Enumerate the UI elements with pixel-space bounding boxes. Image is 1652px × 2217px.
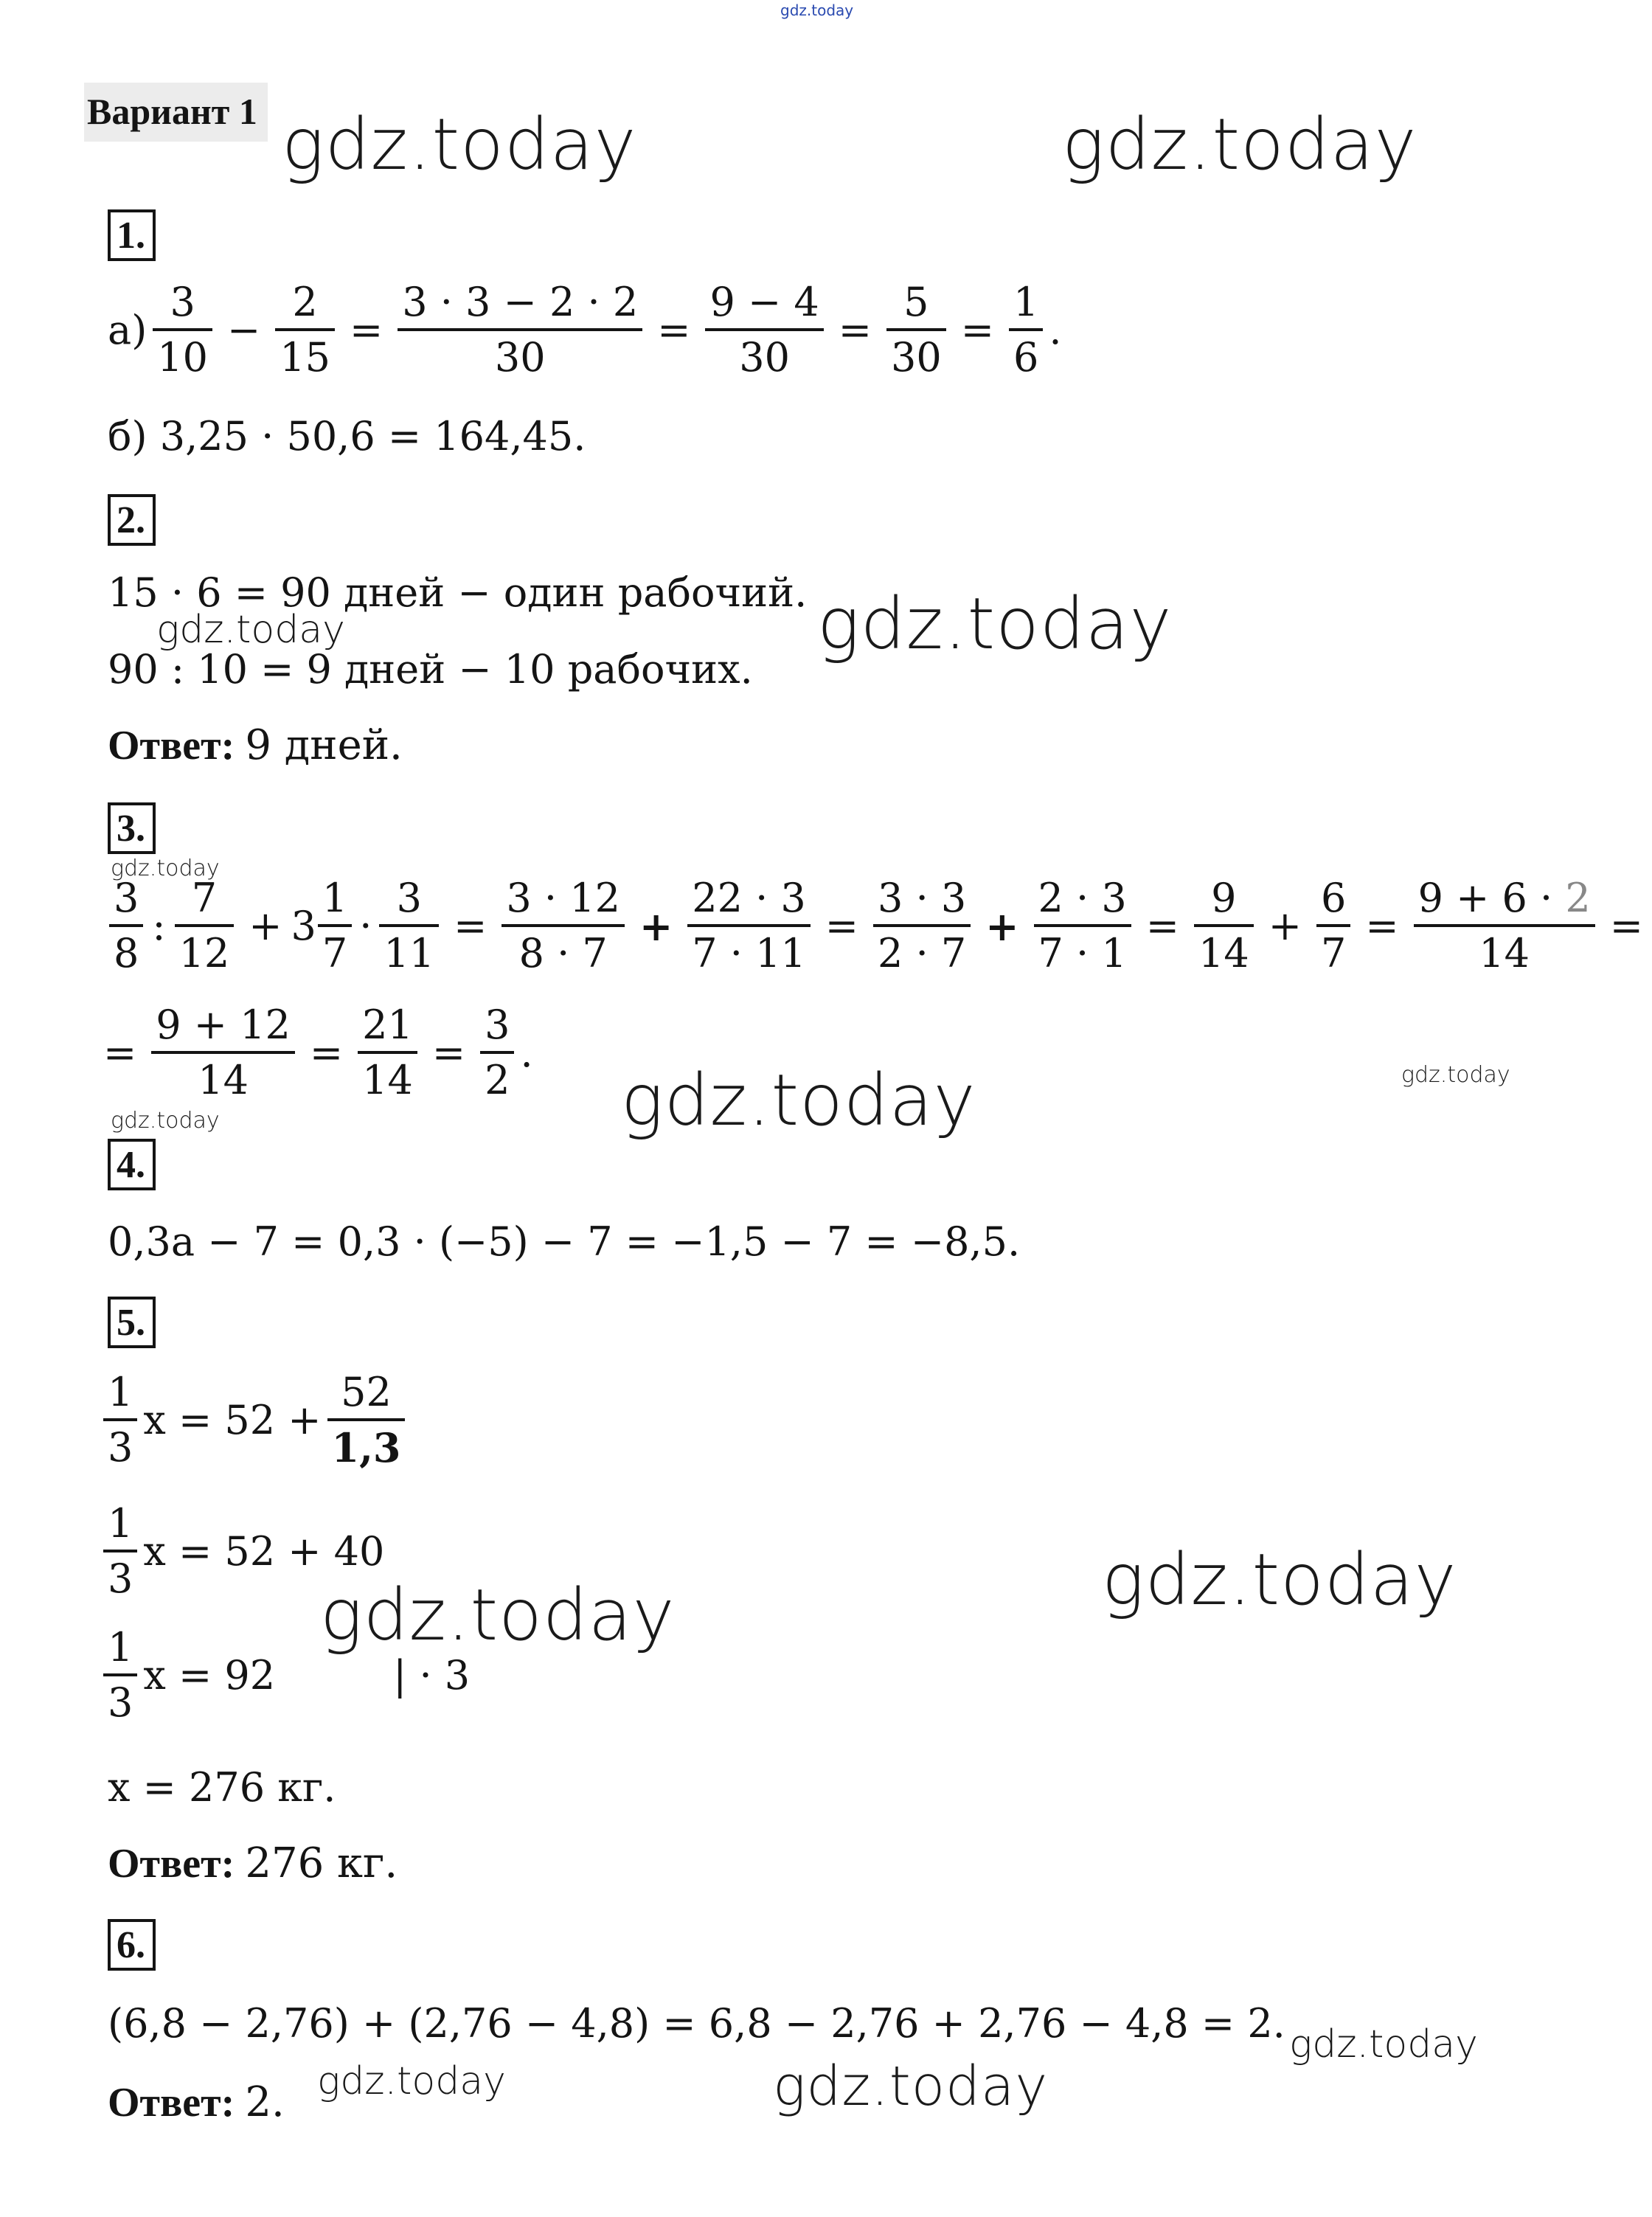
watermark: gdz.today (156, 608, 345, 652)
watermark: gdz.today (282, 103, 637, 186)
fraction: $\frac{5}{30}$ (886, 282, 946, 378)
task-4-line: 0,3a − 7 = 0,3 · (−5) − 7 = −1,5 − 7 = −8,5. (108, 1218, 1021, 1265)
watermark: gdz.today (1289, 2022, 1478, 2067)
task-number-6: 6. (108, 1919, 156, 1971)
watermark: gdz.today (621, 1059, 976, 1142)
task-number-4: 4. (108, 1139, 156, 1190)
task-2-line-2: 90 : 10 = 9 дней − 10 рабочих. (108, 646, 753, 693)
task-5-line-4: x = 276 кг. (108, 1764, 336, 1811)
watermark: gdz.today (320, 1574, 676, 1656)
task-3-line-1: $\frac{3}{8}$ : $\frac{7}{12}$ + 3 $\frac{1}{7}$ · $\frac{3}{11}$ = $\frac{3 \cdot 12}{8 \cdot 7}$ + $\frac{22 \cdot 3}{7 \cdot 11}$ = $\frac{3 \cdot 3}{2 \cdot 7}$ + $\frac{2 \cdot 3}{7 \cdot 1}$ = $\frac{9}{14}$ + $\frac{6}{7}$ = $\frac{9 + 6 \cdot 2}{14}$ = (103, 878, 1652, 974)
task-6-answer: Ответ: 2. (108, 2078, 285, 2126)
part-a-label: а) (108, 306, 148, 353)
watermark: gdz.today (817, 583, 1173, 665)
task-5-line-1: $\frac{1}{3}$ x = 52 + $\frac{52}{1,3}$ (103, 1372, 411, 1468)
watermark: gdz.today (1102, 1538, 1457, 1621)
task-number-3: 3. (108, 802, 156, 854)
task-5-answer: Ответ: 276 кг. (108, 1839, 398, 1887)
variant-title: Вариант 1 (84, 83, 268, 142)
fraction: $\frac{1}{6}$ (1009, 282, 1043, 378)
watermark: gdz.today (1401, 1062, 1510, 1088)
task-1-b: б) 3,25 · 50,6 = 164,45. (108, 413, 586, 459)
fraction: $\frac{2}{15}$ (275, 282, 335, 378)
task-number-5: 5. (108, 1297, 156, 1348)
fraction: $\frac{3}{10}$ (153, 282, 212, 378)
watermark: gdz.today (317, 2059, 506, 2103)
task-number-2: 2. (108, 494, 156, 546)
fraction: $\frac{3 \cdot 3 - 2 \cdot 2}{30}$ (398, 282, 642, 378)
task-3-line-2: = $\frac{9 + 12}{14}$ = $\frac{21}{14}$ = $\frac{3}{2}$ . (103, 1002, 533, 1103)
task-number-1: 1. (108, 209, 156, 261)
watermark: gdz.today (1062, 103, 1417, 186)
watermark: gdz.today (111, 1108, 220, 1134)
task-2-line-1: 15 · 6 = 90 дней − один рабочий. (108, 569, 808, 616)
task-2-answer: Ответ: 9 дней. (108, 721, 403, 769)
fraction: $\frac{9 - 4}{30}$ (705, 282, 823, 378)
top-watermark: gdz.today (780, 1, 854, 19)
watermark: gdz.today (773, 2055, 1049, 2118)
task-5-line-3: $\frac{1}{3}$ x = 92 | · 3 (103, 1627, 470, 1724)
task-1-a-expression: а) $\frac{3}{10}$ − $\frac{2}{15}$ = $\frac{3 \cdot 3 - 2 \cdot 2}{30}$ = $\frac{9 - 4}{30}$ = $\frac{5}{30}$ = $\frac{1}{6}$ . (108, 279, 1062, 381)
task-6-line: (6,8 − 2,76) + (2,76 − 4,8) = 6,8 − 2,76 + 2,76 − 4,8 = 2. (108, 2000, 1285, 2047)
watermark: gdz.today (111, 856, 220, 881)
task-5-line-2: $\frac{1}{3}$ x = 52 + 40 (103, 1503, 384, 1600)
